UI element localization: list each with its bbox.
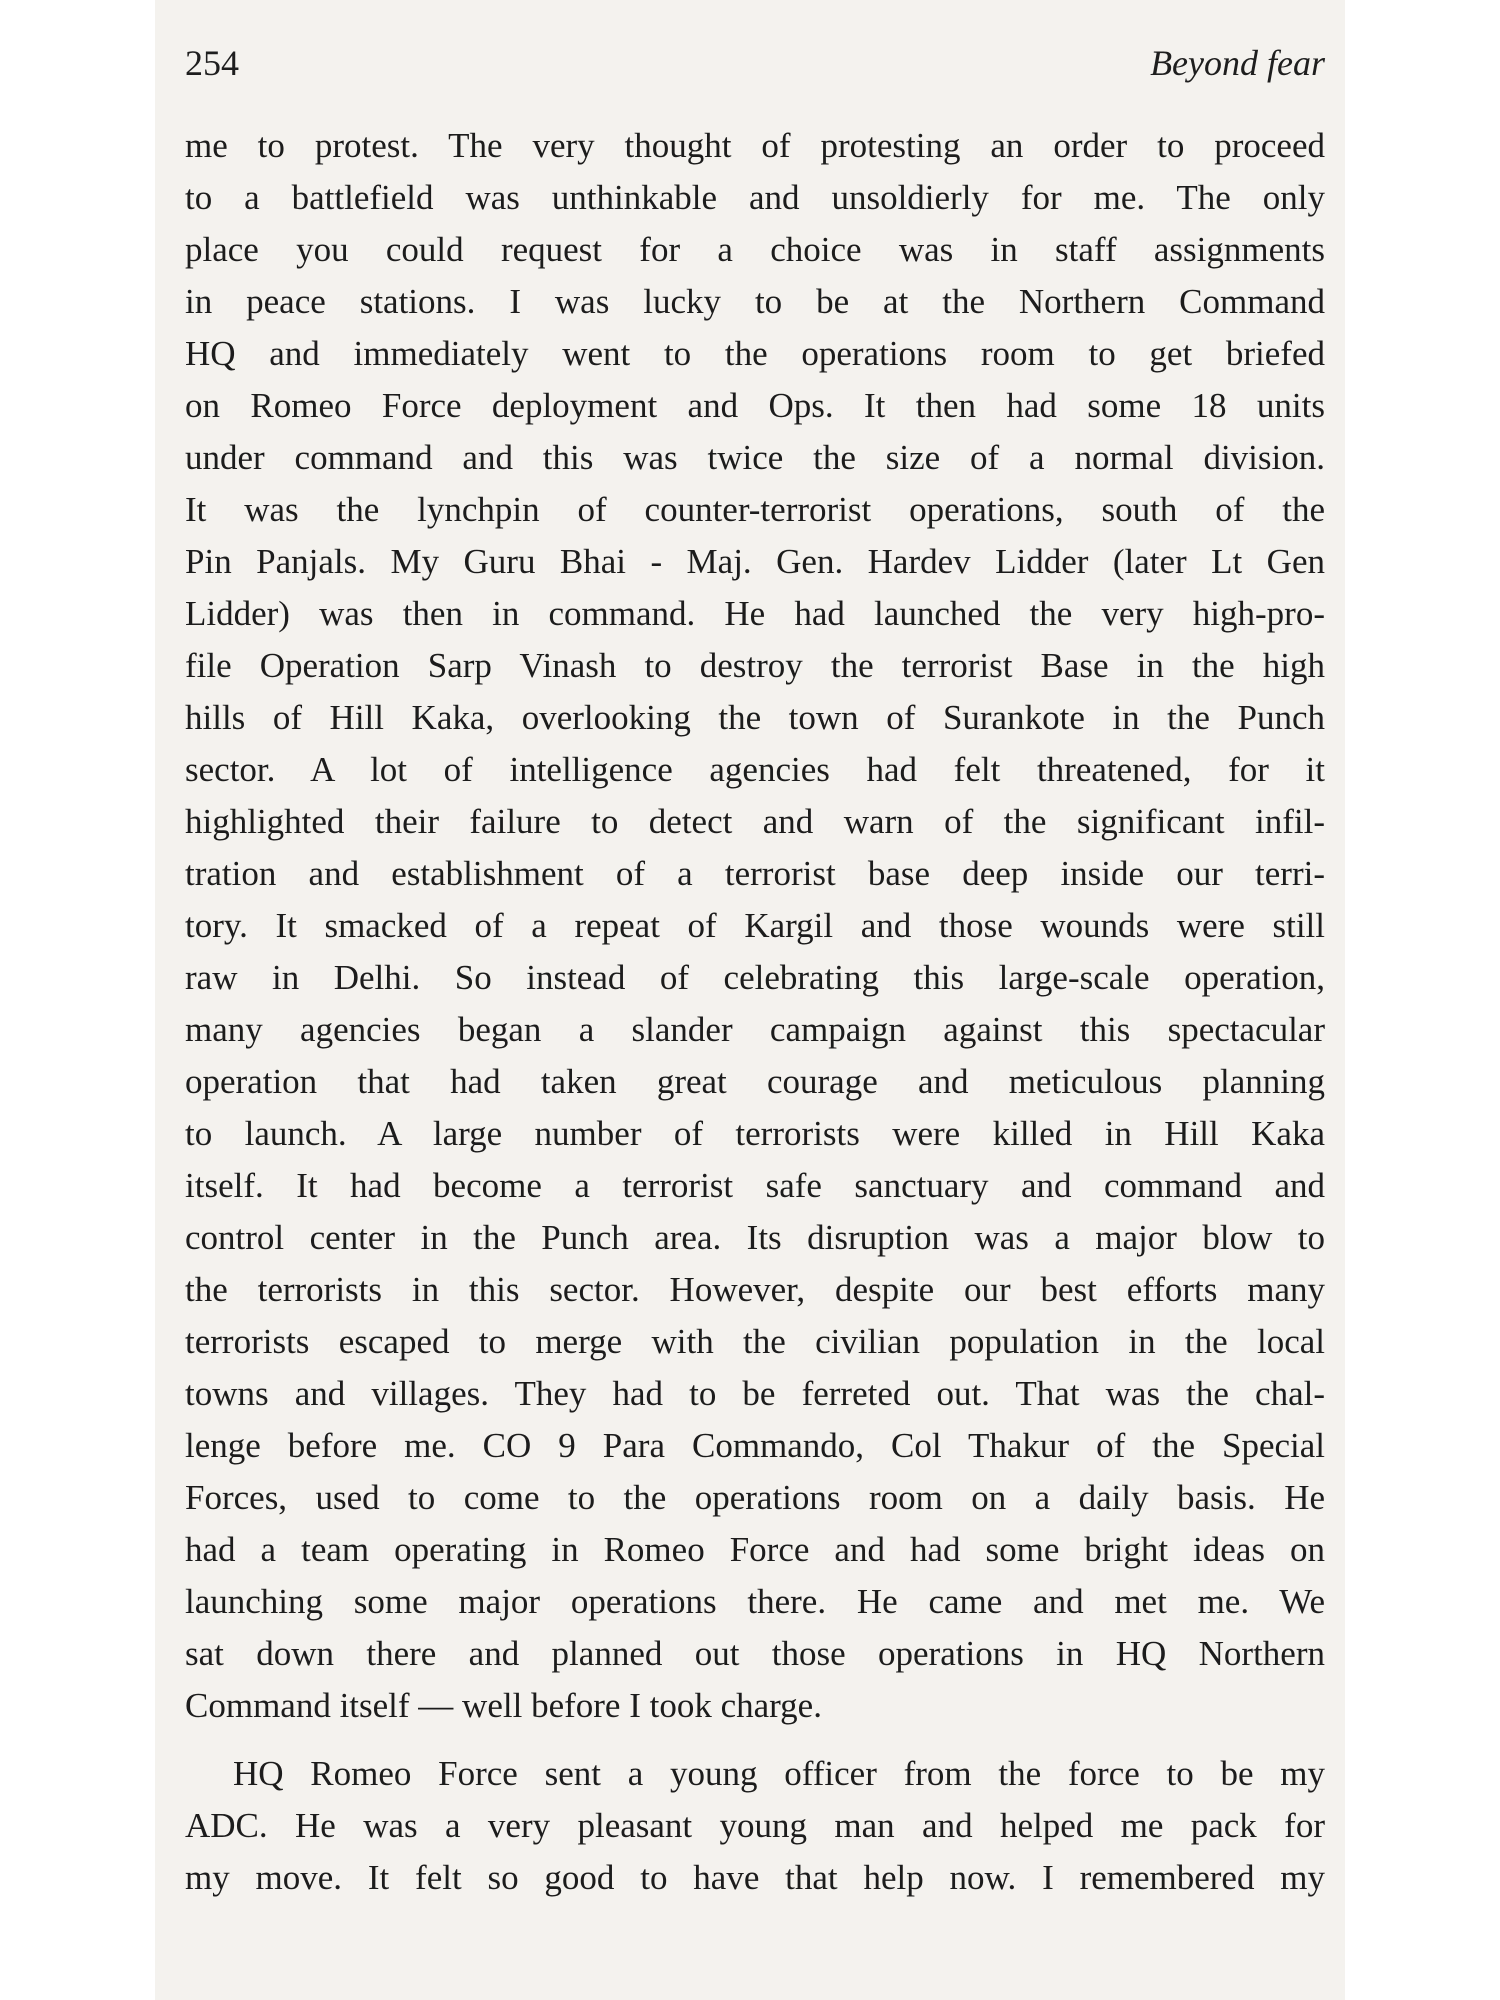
text-line: place you could request for a choice was in staff assignments [185, 230, 1325, 269]
text-line: Command itself — well before I took charge. [185, 1686, 822, 1725]
text-line: many agencies began a slander campaign against this spectacular [185, 1010, 1325, 1049]
page-number: 254 [185, 43, 239, 83]
text-line: ADC. He was a very pleasant young man and helped me pack for [185, 1806, 1325, 1845]
text-line: It was the lynchpin of counter-terrorist operations, south of the [185, 490, 1325, 529]
text-line: to launch. A large number of terrorists were killed in Hill Kaka [185, 1114, 1325, 1153]
text-line: me to protest. The very thought of protesting an order to proceed [185, 126, 1325, 165]
text-line: terrorists escaped to merge with the civilian population in the local [185, 1322, 1325, 1361]
text-line: the terrorists in this sector. However, despite our best efforts many [185, 1270, 1325, 1309]
text-line: had a team operating in Romeo Force and had some bright ideas on [185, 1530, 1325, 1569]
text-line: raw in Delhi. So instead of celebrating this large-scale operation, [185, 958, 1325, 997]
page-header [185, 42, 1325, 82]
text-line: on Romeo Force deployment and Ops. It then had some 18 units [185, 386, 1325, 425]
paragraph [185, 1748, 1325, 1904]
text-line: hills of Hill Kaka, overlooking the town of Surankote in the Punch [185, 698, 1325, 737]
text-line: control center in the Punch area. Its disruption was a major blow to [185, 1218, 1325, 1257]
text-line: launching some major operations there. He came and met me. We [185, 1582, 1325, 1621]
text-line: my move. It felt so good to have that help now. I remembered my [185, 1858, 1325, 1897]
text-line: tory. It smacked of a repeat of Kargil and those wounds were still [185, 906, 1325, 945]
book-page [155, 0, 1345, 2000]
text-line: in peace stations. I was lucky to be at the Northern Command [185, 282, 1325, 321]
text-line: under command and this was twice the size of a normal division. [185, 438, 1325, 477]
text-line: highlighted their failure to detect and warn of the significant infil- [185, 802, 1325, 841]
text-line: towns and villages. They had to be ferreted out. That was the chal- [185, 1374, 1325, 1413]
text-line: operation that had taken great courage and meticulous planning [185, 1062, 1325, 1101]
text-line: sat down there and planned out those operations in HQ Northern [185, 1634, 1325, 1673]
text-line: itself. It had become a terrorist safe sanctuary and command and [185, 1166, 1325, 1205]
text-line: HQ Romeo Force sent a young officer from the force to be my [233, 1754, 1325, 1793]
text-line: Forces, used to come to the operations room on a daily basis. He [185, 1478, 1325, 1517]
paragraph [185, 120, 1325, 1732]
text-line: Pin Panjals. My Guru Bhai - Maj. Gen. Hardev Lidder (later Lt Gen [185, 542, 1325, 581]
text-line: file Operation Sarp Vinash to destroy the terrorist Base in the high [185, 646, 1325, 685]
running-title: Beyond fear [1150, 43, 1325, 83]
text-line: lenge before me. CO 9 Para Commando, Col Thakur of the Special [185, 1426, 1325, 1465]
text-line: sector. A lot of intelligence agencies had felt threatened, for it [185, 750, 1325, 789]
text-line: to a battlefield was unthinkable and unsoldierly for me. The only [185, 178, 1325, 217]
text-line: Lidder) was then in command. He had launched the very high-pro- [185, 594, 1325, 633]
body-text [185, 120, 1325, 1904]
text-line: HQ and immediately went to the operations room to get briefed [185, 334, 1325, 373]
text-line: tration and establishment of a terrorist base deep inside our terri- [185, 854, 1325, 893]
